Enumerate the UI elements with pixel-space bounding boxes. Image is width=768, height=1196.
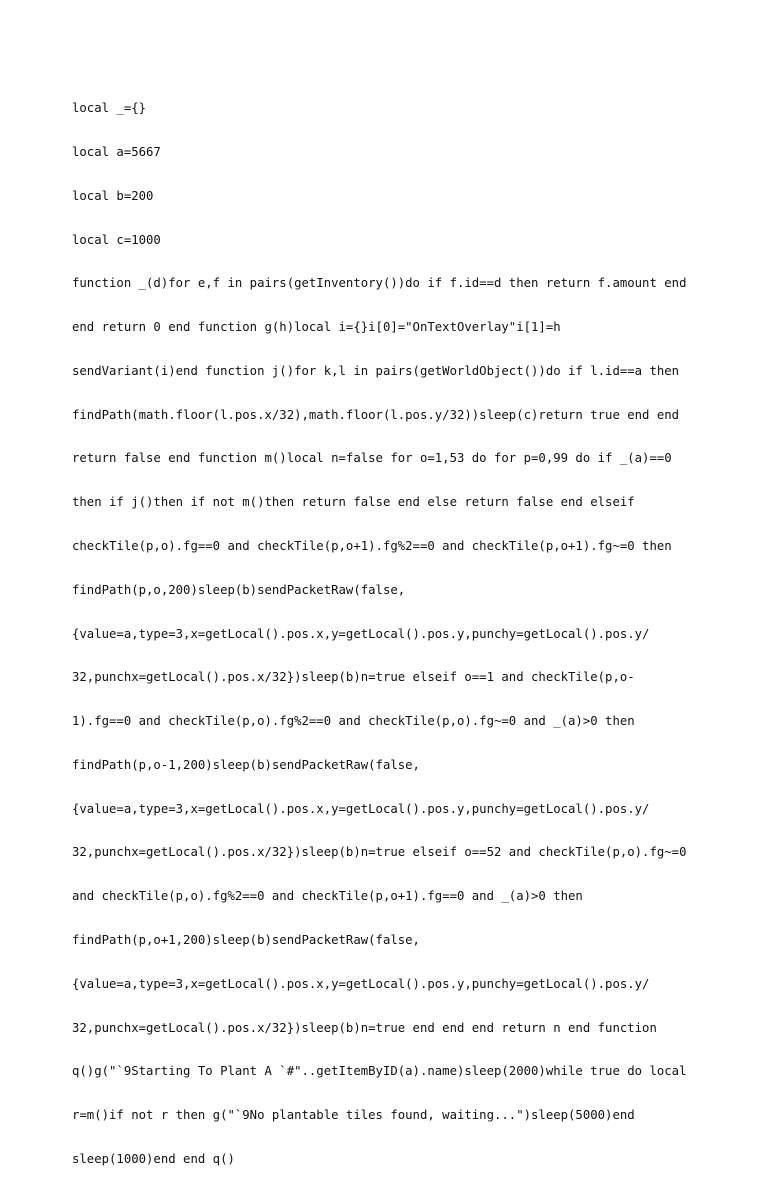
code-line: end return 0 end function g(h)local i={}i[0]="OnTextOverlay"i[1]=h	[72, 320, 561, 335]
code-line: local a=5667	[72, 144, 161, 159]
code-line: return false end function m()local n=false for o=1,53 do for p=0,99 do if _(a)==0	[72, 451, 672, 466]
code-line: local _={}	[72, 101, 147, 116]
code-line: 32,punchx=getLocal().pos.x/32})sleep(b)n=true end end end return n end function	[72, 1020, 657, 1035]
code-line: q()g("`9Starting To Plant A `#"..getItemByID(a).name)sleep(2000)while true do local	[72, 1064, 687, 1079]
code-line: {value=a,type=3,x=getLocal().pos.x,y=getLocal().pos.y,punchy=getLocal().pos.y/	[72, 976, 650, 991]
code-line: sendVariant(i)end function j()for k,l in pairs(getWorldObject())do if l.id==a then	[72, 363, 680, 378]
code-line: and checkTile(p,o).fg%2==0 and checkTile(p,o+1).fg==0 and _(a)>0 then	[72, 889, 583, 904]
code-line: 32,punchx=getLocal().pos.x/32})sleep(b)n=true elseif o==1 and checkTile(p,o-	[72, 670, 635, 685]
code-line: findPath(p,o,200)sleep(b)sendPacketRaw(false,	[72, 582, 406, 597]
code-line: sleep(1000)end end q()	[72, 1151, 235, 1166]
code-line: checkTile(p,o).fg==0 and checkTile(p,o+1).fg%2==0 and checkTile(p,o+1).fg~=0 then	[72, 539, 672, 553]
code-line: 1).fg==0 and checkTile(p,o).fg%2==0 and checkTile(p,o).fg~=0 and _(a)>0 then	[72, 714, 635, 729]
code-line: 32,punchx=getLocal().pos.x/32})sleep(b)n=true elseif o==52 and checkTile(p,o).fg~=0	[72, 845, 687, 860]
code-line: findPath(math.floor(l.pos.x/32),math.floor(l.pos.y/32))sleep(c)return true end end	[72, 407, 680, 422]
code-line: then if j()then if not m()then return false end else return false end elseif	[72, 495, 635, 510]
code-line: local b=200	[72, 188, 154, 203]
code-line: findPath(p,o-1,200)sleep(b)sendPacketRaw(false,	[72, 757, 420, 772]
code-block	[72, 72, 712, 1196]
code-line: r=m()if not r then g("`9No plantable tiles found, waiting...")sleep(5000)end	[72, 1108, 635, 1123]
code-line: function _(d)for e,f in pairs(getInventory())do if f.id==d then return f.amount end	[72, 276, 687, 291]
code-line: local c=1000	[72, 232, 161, 247]
code-line: {value=a,type=3,x=getLocal().pos.x,y=getLocal().pos.y,punchy=getLocal().pos.y/	[72, 626, 650, 641]
code-line: findPath(p,o+1,200)sleep(b)sendPacketRaw(false,	[72, 933, 420, 948]
code-line: {value=a,type=3,x=getLocal().pos.x,y=getLocal().pos.y,punchy=getLocal().pos.y/	[72, 801, 650, 816]
